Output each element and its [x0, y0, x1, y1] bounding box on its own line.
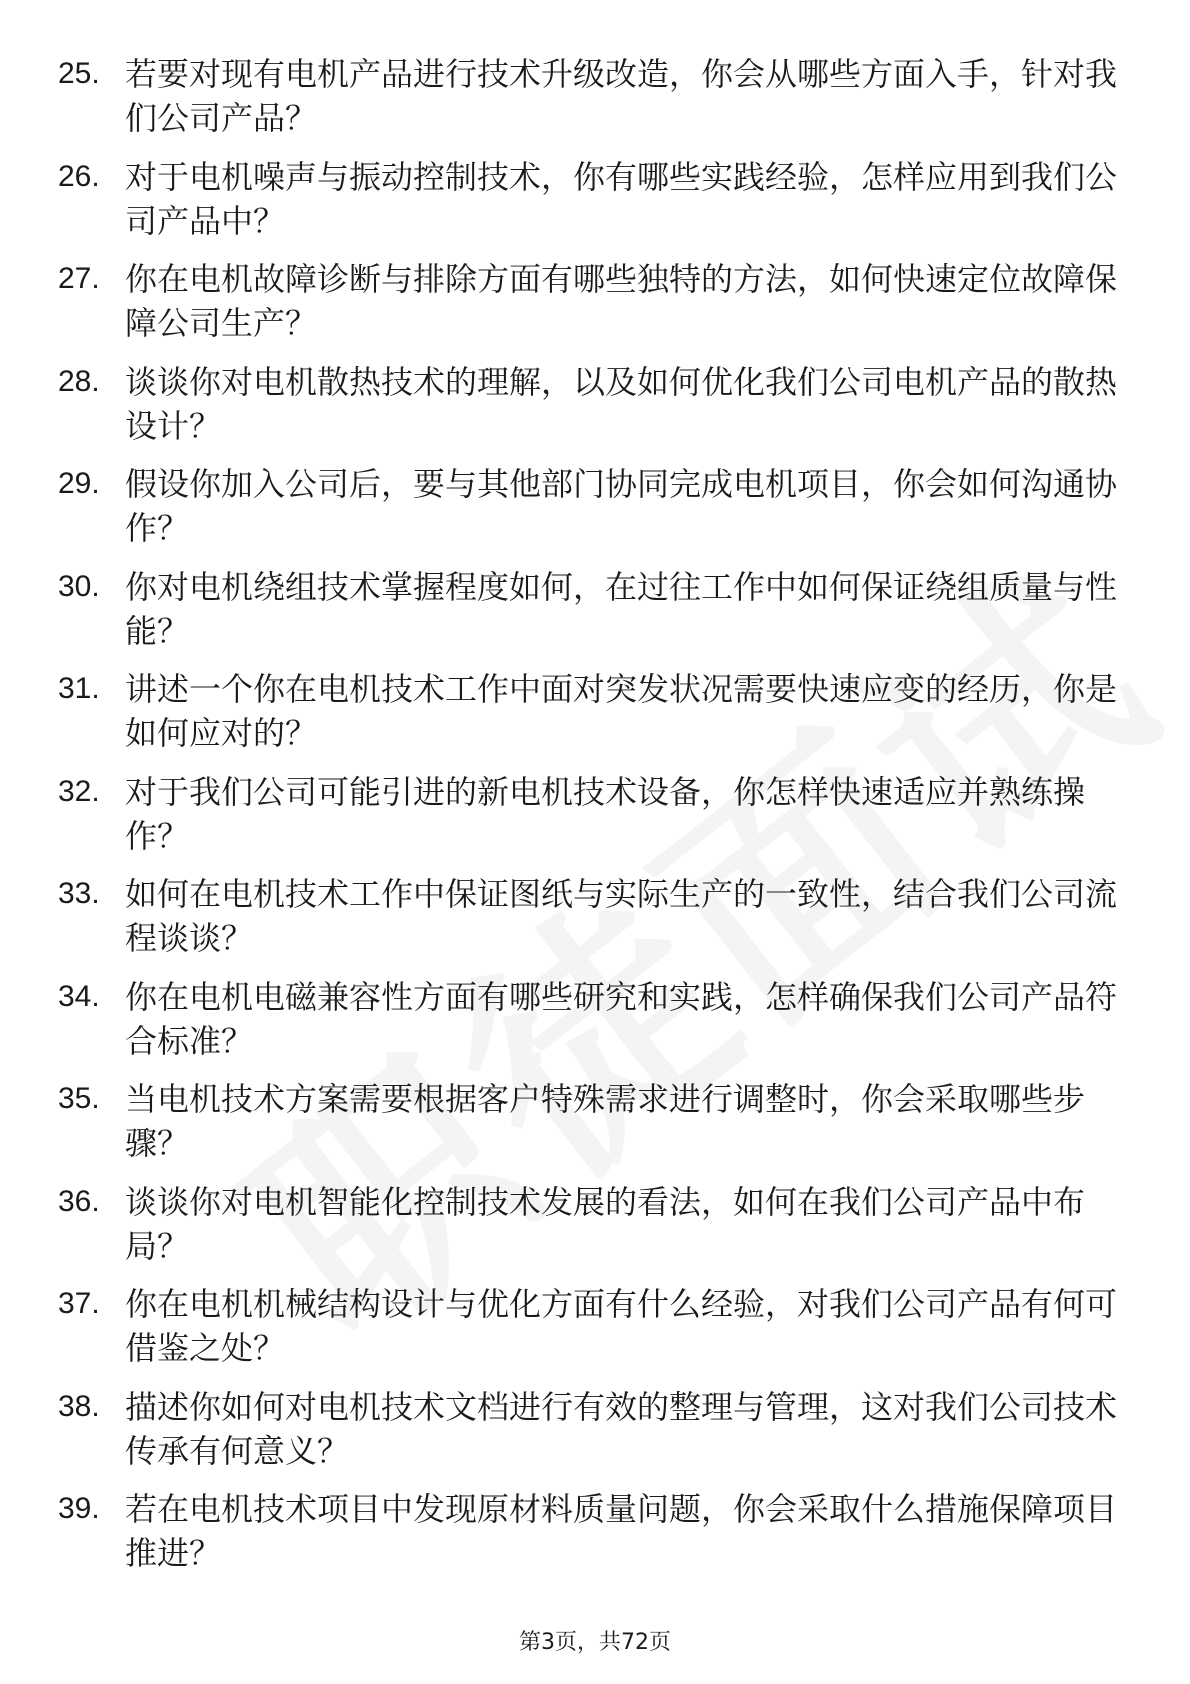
question-number: 35.	[58, 1082, 100, 1115]
question-item	[58, 1282, 1118, 1385]
question-text: 若要对现有电机产品进行技术升级改造，你会从哪些方面入手，针对我们公司产品？	[125, 55, 1118, 137]
question-text: 假设你加入公司后，要与其他部门协同完成电机项目，你会如何沟通协作？	[125, 465, 1118, 547]
question-number: 26.	[58, 159, 100, 193]
question-item	[58, 872, 1118, 975]
question-text: 谈谈你对电机智能化控制技术发展的看法，如何在我们公司产品中布局？	[125, 1182, 1086, 1265]
question-item	[58, 360, 1118, 463]
question-number: 39.	[58, 1492, 100, 1525]
question-number: 25.	[58, 57, 100, 90]
question-number: 27.	[58, 262, 100, 295]
question-text: 讲述一个你在电机技术工作中面对突发状况需要快速应变的经历，你是如何应对的？	[125, 670, 1118, 752]
question-item	[58, 770, 1118, 873]
question-number: 31.	[58, 672, 100, 705]
question-item	[58, 667, 1118, 770]
question-number: 38.	[58, 1389, 100, 1423]
question-text: 当电机技术方案需要根据客户特殊需求进行调整时，你会采取哪些步骤？	[125, 1080, 1086, 1162]
question-number: 37.	[58, 1287, 100, 1320]
question-item	[58, 1487, 1118, 1590]
question-text: 对于电机噪声与振动控制技术，你有哪些实践经验，怎样应用到我们公司产品中？	[125, 157, 1118, 240]
question-text: 若在电机技术项目中发现原材料质量问题，你会采取什么措施保障项目推进？	[125, 1490, 1118, 1572]
question-item	[58, 1180, 1118, 1283]
question-text: 谈谈你对电机散热技术的理解，以及如何优化我们公司电机产品的散热设计？	[125, 362, 1118, 445]
question-item	[58, 1385, 1118, 1488]
question-item	[58, 1077, 1118, 1180]
question-text: 你对电机绕组技术掌握程度如何，在过往工作中如何保证绕组质量与性能？	[125, 567, 1118, 650]
question-item	[58, 975, 1118, 1078]
question-number: 28.	[58, 364, 100, 398]
page-number-label: 第3页，共72页	[519, 1630, 671, 1655]
question-text: 对于我们公司可能引进的新电机技术设备，你怎样快速适应并熟练操作？	[125, 772, 1086, 855]
question-text: 如何在电机技术工作中保证图纸与实际生产的一致性，结合我们公司流程谈谈？	[125, 875, 1118, 957]
question-number: 30.	[58, 569, 100, 603]
question-number: 34.	[58, 979, 100, 1013]
question-item	[58, 155, 1118, 258]
question-item	[58, 462, 1118, 565]
question-item	[58, 257, 1118, 360]
question-text: 你在电机故障诊断与排除方面有哪些独特的方法，如何快速定位故障保障公司生产？	[125, 260, 1118, 342]
question-number: 29.	[58, 467, 100, 500]
page-footer	[0, 1628, 1190, 1658]
question-list	[58, 52, 1118, 1590]
question-text: 你在电机电磁兼容性方面有哪些研究和实践，怎样确保我们公司产品符合标准？	[125, 977, 1118, 1060]
question-text: 你在电机机械结构设计与优化方面有什么经验，对我们公司产品有何可借鉴之处？	[125, 1285, 1118, 1367]
question-text: 描述你如何对电机技术文档进行有效的整理与管理，这对我们公司技术传承有何意义？	[125, 1387, 1118, 1470]
question-number: 32.	[58, 774, 100, 808]
question-number: 36.	[58, 1184, 100, 1218]
question-number: 33.	[58, 877, 100, 910]
question-item	[58, 565, 1118, 668]
question-item	[58, 52, 1118, 155]
